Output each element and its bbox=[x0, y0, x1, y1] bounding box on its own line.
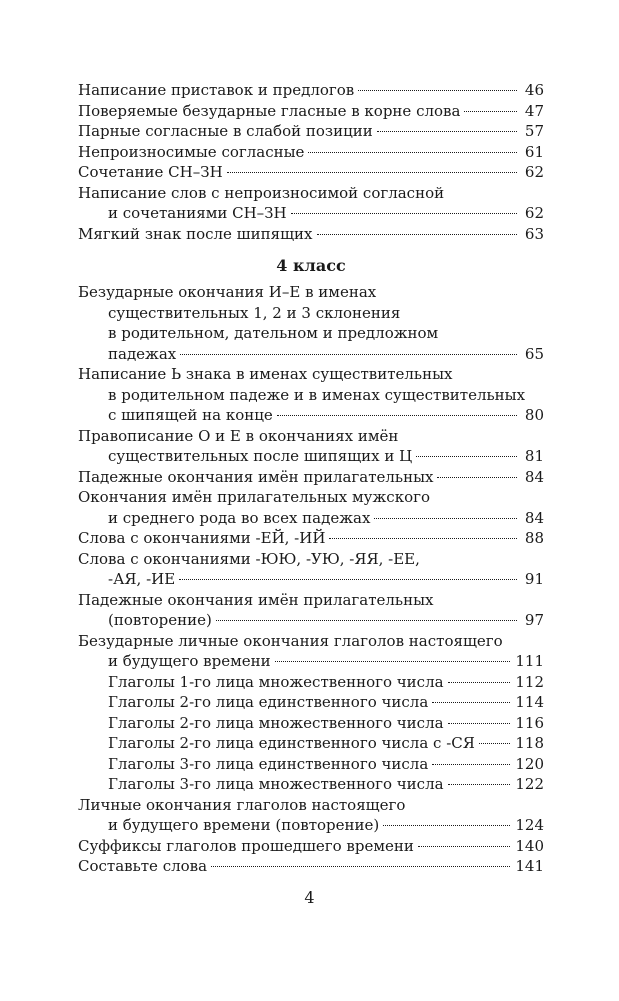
toc-line bbox=[78, 101, 544, 122]
toc-entry[interactable] bbox=[78, 631, 544, 672]
toc-entry[interactable] bbox=[78, 672, 544, 693]
toc-page-number: 46 bbox=[524, 81, 544, 99]
toc-section-4 bbox=[78, 282, 544, 877]
toc-line bbox=[78, 121, 544, 142]
section-title: 4 класс bbox=[276, 256, 346, 275]
dot-leader bbox=[437, 477, 517, 478]
toc-entry-title: Сочетание СН–ЗН bbox=[78, 163, 223, 181]
toc-page-number: 114 bbox=[515, 693, 544, 711]
toc-page-number: 80 bbox=[524, 406, 544, 424]
toc-line bbox=[78, 651, 544, 672]
toc-line bbox=[78, 323, 544, 344]
toc-entry-title: Падежные окончания имён прилагательных bbox=[78, 467, 434, 486]
toc-page-number: 88 bbox=[524, 529, 544, 547]
toc-line bbox=[78, 344, 544, 365]
toc-line bbox=[78, 672, 544, 693]
toc-page-number: 65 bbox=[524, 344, 544, 363]
toc-line bbox=[78, 467, 544, 488]
toc-page-number: 120 bbox=[515, 754, 544, 773]
toc-entry-title: Глаголы 2-го лица множественного числа bbox=[108, 713, 444, 732]
toc-line bbox=[78, 162, 544, 183]
dot-leader bbox=[432, 702, 510, 703]
toc-entry[interactable] bbox=[78, 836, 544, 857]
toc-entry-title: в родительном падеже и в именах существительных bbox=[108, 385, 526, 404]
toc-entry-title: Написание слов с непроизносимой согласной bbox=[78, 183, 445, 202]
dot-leader bbox=[308, 152, 517, 153]
page-number: 4 bbox=[304, 888, 315, 907]
toc-page-number: 122 bbox=[515, 775, 544, 793]
toc-entry[interactable] bbox=[78, 733, 544, 754]
toc-entry[interactable] bbox=[78, 549, 544, 590]
toc-line bbox=[78, 815, 544, 836]
toc-line bbox=[78, 631, 544, 652]
dot-leader bbox=[432, 764, 510, 765]
toc-line bbox=[78, 836, 544, 857]
toc-line bbox=[78, 590, 544, 611]
toc-entry[interactable] bbox=[78, 528, 544, 549]
dot-leader bbox=[179, 579, 517, 580]
toc-entry-title: Падежные окончания имён прилагательных bbox=[78, 590, 434, 609]
toc-line bbox=[78, 446, 544, 467]
dot-leader bbox=[317, 234, 518, 235]
toc-page-number: 111 bbox=[515, 652, 544, 670]
dot-leader bbox=[374, 518, 517, 519]
toc-line bbox=[78, 183, 544, 204]
dot-leader bbox=[329, 538, 517, 539]
toc-entry-title: и будущего времени bbox=[108, 652, 271, 670]
toc-entry-title: и сочетаниями СН–ЗН bbox=[108, 204, 287, 222]
toc-entry-title: Слова с окончаниями -ЕЙ, -ИЙ bbox=[78, 529, 326, 547]
toc-line bbox=[78, 385, 544, 406]
toc-entry-title: Непроизносимые согласные bbox=[78, 142, 305, 161]
toc-page-number: 63 bbox=[524, 224, 544, 243]
toc-entry-title: (повторение) bbox=[108, 611, 212, 629]
toc-page-number: 62 bbox=[524, 204, 544, 222]
toc-entry-title: Безударные окончания И–Е в именах bbox=[78, 283, 377, 301]
toc-page-number: 57 bbox=[524, 122, 544, 140]
toc-entry[interactable] bbox=[78, 774, 544, 795]
toc-line bbox=[78, 405, 544, 426]
toc-entry-title: Составьте слова bbox=[78, 857, 208, 875]
toc-line bbox=[78, 713, 544, 734]
toc-entry-title: в родительном, дательном и предложном bbox=[108, 324, 439, 342]
toc-line bbox=[78, 364, 544, 385]
dot-leader bbox=[448, 784, 511, 785]
toc-entry[interactable] bbox=[78, 754, 544, 775]
toc-line bbox=[78, 733, 544, 754]
dot-leader bbox=[448, 682, 511, 683]
toc-section-3 bbox=[78, 80, 544, 244]
toc-entry-title: Написание приставок и предлогов bbox=[78, 81, 355, 99]
toc-entry-title: Глаголы 2-го лица единственного числа с -СЯ bbox=[108, 734, 475, 752]
dot-leader bbox=[377, 131, 517, 132]
toc-line bbox=[78, 610, 544, 631]
toc-page-number: 141 bbox=[515, 857, 544, 875]
toc-page-number: 81 bbox=[524, 447, 544, 465]
toc-entry[interactable] bbox=[78, 80, 544, 101]
toc-line bbox=[78, 508, 544, 529]
dot-leader bbox=[464, 111, 517, 112]
toc-entry-title: и будущего времени (повторение) bbox=[108, 816, 380, 834]
toc-line bbox=[78, 795, 544, 816]
dot-leader bbox=[358, 90, 517, 91]
table-of-contents bbox=[78, 80, 544, 877]
toc-line bbox=[78, 303, 544, 324]
dot-leader bbox=[275, 661, 511, 662]
toc-line bbox=[78, 282, 544, 303]
toc-entry-title: Глаголы 2-го лица единственного числа bbox=[108, 693, 429, 711]
toc-entry-title: Слова с окончаниями -ЮЮ, -УЮ, -ЯЯ, -ЕЕ, bbox=[78, 549, 420, 568]
toc-entry[interactable] bbox=[78, 487, 544, 528]
toc-entry-title: Личные окончания глаголов настоящего bbox=[78, 795, 406, 814]
toc-page-number: 112 bbox=[515, 672, 544, 691]
dot-leader bbox=[216, 620, 517, 621]
toc-page-number: 116 bbox=[515, 713, 544, 732]
toc-entry[interactable] bbox=[78, 162, 544, 183]
toc-entry[interactable] bbox=[78, 364, 544, 426]
dot-leader bbox=[277, 415, 517, 416]
toc-entry-title: Окончания имён прилагательных мужского bbox=[78, 488, 430, 506]
toc-line bbox=[78, 203, 544, 224]
toc-line bbox=[78, 487, 544, 508]
dot-leader bbox=[211, 866, 510, 867]
toc-entry[interactable] bbox=[78, 224, 544, 245]
toc-entry-title: с шипящей на конце bbox=[108, 406, 273, 424]
toc-page-number: 97 bbox=[524, 611, 544, 629]
toc-entry-title: Мягкий знак после шипящих bbox=[78, 224, 313, 243]
toc-line bbox=[78, 692, 544, 713]
dot-leader bbox=[416, 456, 517, 457]
toc-page-number: 91 bbox=[524, 570, 544, 588]
toc-entry-title: падежах bbox=[108, 344, 177, 363]
toc-entry-title: Глаголы 3-го лица множественного числа bbox=[108, 775, 444, 793]
toc-line bbox=[78, 528, 544, 549]
toc-entry[interactable] bbox=[78, 142, 544, 163]
toc-line bbox=[78, 856, 544, 877]
toc-page-number: 124 bbox=[515, 816, 544, 834]
toc-line bbox=[78, 774, 544, 795]
dot-leader bbox=[479, 743, 510, 744]
toc-entry-title: Глаголы 3-го лица единственного числа bbox=[108, 754, 429, 773]
toc-page-number: 61 bbox=[524, 142, 544, 161]
dot-leader bbox=[448, 723, 511, 724]
toc-entry[interactable] bbox=[78, 426, 544, 467]
toc-line bbox=[78, 80, 544, 101]
toc-entry-title: существительных 1, 2 и 3 склонения bbox=[108, 303, 401, 322]
toc-entry-title: существительных после шипящих и Ц bbox=[108, 447, 413, 465]
toc-entry-title: и среднего рода во всех падежах bbox=[108, 508, 371, 527]
toc-entry-title: Написание Ь знака в именах существительных bbox=[78, 365, 453, 383]
toc-page-number: 140 bbox=[515, 836, 544, 855]
toc-entry[interactable] bbox=[78, 282, 544, 364]
toc-entry-title: Парные согласные в слабой позиции bbox=[78, 122, 373, 140]
toc-entry[interactable] bbox=[78, 467, 544, 488]
dot-leader bbox=[418, 846, 510, 847]
toc-line bbox=[78, 426, 544, 447]
toc-line bbox=[78, 224, 544, 245]
toc-entry[interactable] bbox=[78, 713, 544, 734]
toc-line bbox=[78, 569, 544, 590]
toc-entry[interactable] bbox=[78, 121, 544, 142]
toc-entry-title: Глаголы 1-го лица множественного числа bbox=[108, 672, 444, 691]
toc-entry-title: Правописание О и Е в окончаниях имён bbox=[78, 426, 399, 445]
dot-leader bbox=[383, 825, 510, 826]
toc-entry[interactable] bbox=[78, 856, 544, 877]
dot-leader bbox=[227, 172, 517, 173]
toc-entry-title: Поверяемые безударные гласные в корне слова bbox=[78, 101, 461, 120]
toc-entry[interactable] bbox=[78, 795, 544, 836]
toc-line bbox=[78, 142, 544, 163]
toc-entry[interactable] bbox=[78, 101, 544, 122]
toc-page-number: 84 bbox=[524, 467, 544, 486]
toc-entry-title: Суффиксы глаголов прошедшего времени bbox=[78, 836, 414, 855]
toc-entry[interactable] bbox=[78, 183, 544, 224]
toc-entry-title: -АЯ, -ИЕ bbox=[108, 570, 176, 588]
toc-page-number: 118 bbox=[515, 734, 544, 752]
toc-line bbox=[78, 754, 544, 775]
dot-leader bbox=[180, 354, 517, 355]
toc-line bbox=[78, 549, 544, 570]
toc-entry-title: Безударные личные окончания глаголов настоящего bbox=[78, 631, 503, 650]
toc-page-number: 47 bbox=[524, 101, 544, 120]
toc-entry[interactable] bbox=[78, 692, 544, 713]
toc-entry[interactable] bbox=[78, 590, 544, 631]
toc-page-number: 62 bbox=[524, 163, 544, 181]
dot-leader bbox=[291, 213, 517, 214]
toc-page-number: 84 bbox=[524, 508, 544, 527]
